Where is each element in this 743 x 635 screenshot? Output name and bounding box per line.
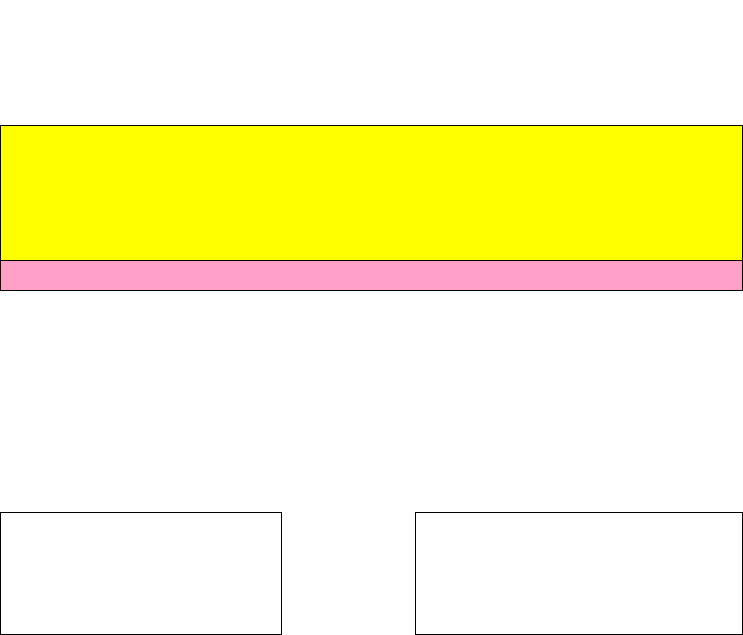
legend-left — [0, 512, 282, 635]
standings-title — [0, 260, 743, 291]
scorers-table — [0, 125, 743, 261]
legend-right — [415, 512, 743, 635]
